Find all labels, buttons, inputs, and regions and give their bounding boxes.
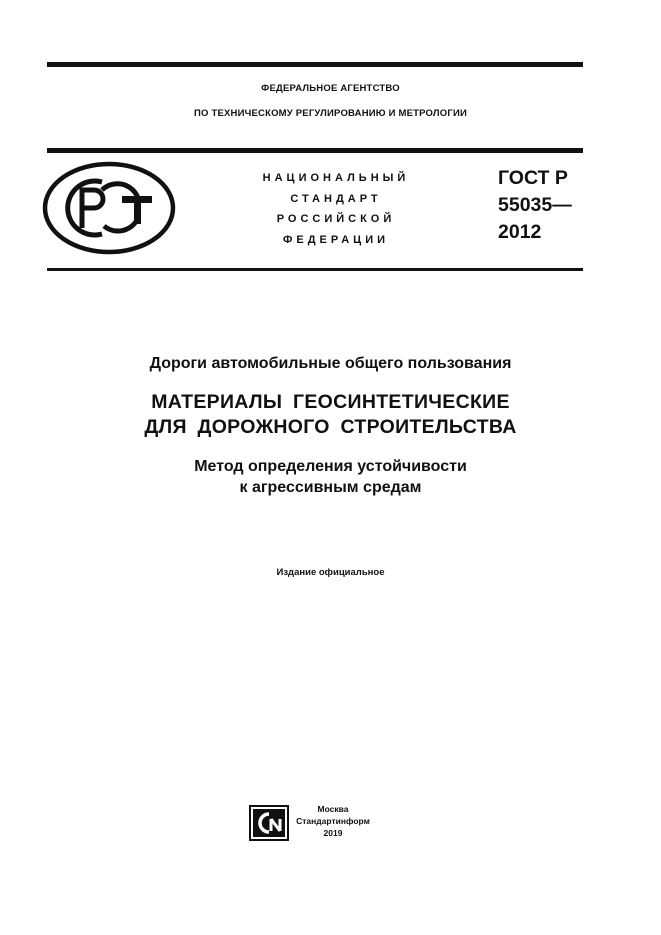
method-title-line-1: Метод определения устойчивости [194,458,467,475]
agency-line-1: ФЕДЕРАЛЬНОЕ АГЕНТСТВО [261,83,400,94]
standard-label-line-1: НАЦИОНАЛЬНЫЙ [262,172,410,184]
document-title-line-2: ДЛЯ ДОРОЖНОГО СТРОИТЕЛЬСТВА [144,416,517,438]
gost-number [498,165,572,246]
gost-number-line-1: ГОСТ Р [498,167,568,189]
header-rule [47,148,583,153]
method-title [0,456,661,498]
document-subtitle: Дороги автомобильные общего пользования [149,355,512,372]
publisher-info [290,803,376,839]
standard-label-line-3: РОССИЙСКОЙ [276,213,396,225]
standard-label [236,168,436,250]
publisher-name: Стандартинформ [296,816,370,826]
standartinform-logo-icon [249,805,289,841]
agency-line-2: ПО ТЕХНИЧЕСКОМУ РЕГУЛИРОВАНИЮ И МЕТРОЛОГИИ [194,108,467,119]
publisher-city: Москва [317,804,349,814]
standard-label-line-2: СТАНДАРТ [290,192,382,205]
standard-label-line-4: ФЕДЕРАЦИИ [282,233,390,246]
gost-number-line-2: 55035— [498,194,572,216]
rst-certification-logo-icon [42,160,176,256]
method-title-line-2: к агрессивным средам [239,479,422,496]
document-title [0,390,661,440]
edition-note: Издание официальное [276,567,385,578]
top-rule [47,62,583,67]
lower-header-rule [47,268,583,271]
document-title-line-1: МАТЕРИАЛЫ ГЕОСИНТЕТИЧЕСКИЕ [151,391,510,413]
gost-number-line-3: 2012 [498,221,542,243]
publisher-year: 2019 [323,828,343,838]
